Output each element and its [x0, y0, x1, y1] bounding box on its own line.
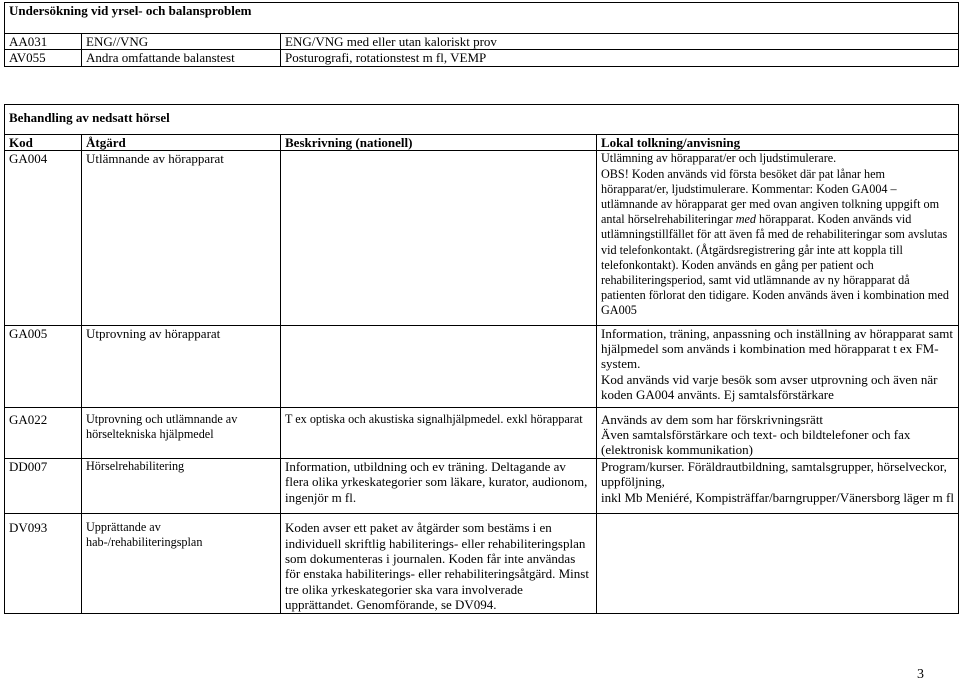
header-local: Lokal tolkning/anvisning	[597, 135, 959, 151]
row-local	[597, 325, 959, 407]
row-action: ENG//VNG	[82, 34, 281, 50]
row-action: Utprovning av hörapparat	[82, 325, 281, 407]
local-line-2: Även samtalsförstärkare och text- och bildtelefoner och fax (elektronisk kommunikation)	[601, 427, 911, 458]
header-desc: Beskrivning (nationell)	[281, 135, 597, 151]
row-local	[597, 514, 959, 613]
row-action: Utlämnande av hörapparat	[82, 151, 281, 325]
row-desc: Posturografi, rotationstest m fl, VEMP	[281, 50, 959, 66]
row-desc: ENG/VNG med eller utan kaloriskt prov	[281, 34, 959, 50]
local-line-1: Utlämning av hörapparat/er och ljudstimulerare.	[601, 151, 837, 166]
row-action: Utprovning och utlämnande av hörseltekniska hjälpmedel	[82, 407, 281, 458]
header-code: Kod	[5, 135, 82, 151]
row-code: DD007	[5, 458, 82, 513]
local-line-2: OBS! Koden används vid första besöket där pat lånar hem hörapparat/er, ljudstimulerare. Kommentar: Koden GA004 – utlämnande av hörapparat ger med ovan angiven tolkning uppgift om antal hörselrehabiliteringar med hörapparat. Koden används vid utlämningstillfället för att även få med de rehabiliteringar som avslutas vid telefonkontakt. (Åtgärdsregistrering går inte att koppla till telefonkontakt). Koden används en gång per patient och rehabiliteringsperiod, samt vid utlämnande av ny hörapparat då patienten förlorat den tidigare. Koden används även i kombination med GA005	[601, 166, 949, 318]
row-code: AA031	[5, 34, 82, 50]
row-action: Upprättande av hab-/rehabiliteringsplan	[82, 514, 281, 613]
hearing-treatment-table	[4, 104, 959, 614]
section-title-balance: Undersökning vid yrsel- och balansproblem	[5, 3, 959, 34]
row-local	[597, 407, 959, 458]
table-row	[5, 458, 959, 513]
row-desc: Information, utbildning och ev träning. Deltagande av flera olika yrkeskategorier som läkare, kurator, audionom, ingenjör m fl.	[281, 458, 597, 513]
row-code: GA005	[5, 325, 82, 407]
row-local	[597, 151, 959, 325]
row-code: DV093	[5, 514, 82, 613]
local-line-2: inkl Mb Meniéré, Kompisträffar/barngrupper/Vänersborg läger m fl	[601, 489, 954, 505]
table-row	[5, 151, 959, 325]
row-desc	[281, 151, 597, 325]
local-line-2: Kod används vid varje besök som avser utprovning och även när koden GA004 använts. Ej samtalsförstärkare	[601, 371, 938, 403]
local-line-1: Information, träning, anpassning och inställning av hörapparat samt hjälpmedel som används i kombination med hörapparat t ex FM-system.	[601, 325, 953, 372]
row-code: AV055	[5, 50, 82, 66]
row-desc	[281, 325, 597, 407]
row-desc: Koden avser ett paket av åtgärder som bestäms i en individuell skriftlig habiliterings- eller rehabiliteringsplan som dokumenteras i journalen. Koden får inte användas för enstaka habiliterings- eller rehabiliteringsåtgärd. Minst tre olika yrkeskategorier ska vara involverade upprättandet. Genomförande, se DV094.	[281, 514, 597, 613]
row-local	[597, 458, 959, 513]
row-action: Hörselrehabilitering	[82, 458, 281, 513]
row-action: Andra omfattande balanstest	[82, 50, 281, 66]
local-line-1: Används av dem som har förskrivningsrätt	[601, 411, 824, 427]
section-title-hearing: Behandling av nedsatt hörsel	[5, 105, 959, 135]
row-code: GA004	[5, 151, 82, 325]
row-desc: T ex optiska och akustiska signalhjälpmedel. exkl hörapparat	[281, 407, 597, 458]
table-row	[5, 407, 959, 458]
table-row	[5, 325, 959, 407]
local-line-1: Program/kurser. Föräldrautbildning, samtalsgrupper, hörselveckor, uppföljning,	[601, 458, 947, 490]
page-number: 3	[917, 666, 924, 682]
header-action: Åtgärd	[82, 135, 281, 151]
row-code: GA022	[5, 407, 82, 458]
balance-exam-table	[4, 2, 959, 67]
table-row	[5, 514, 959, 613]
